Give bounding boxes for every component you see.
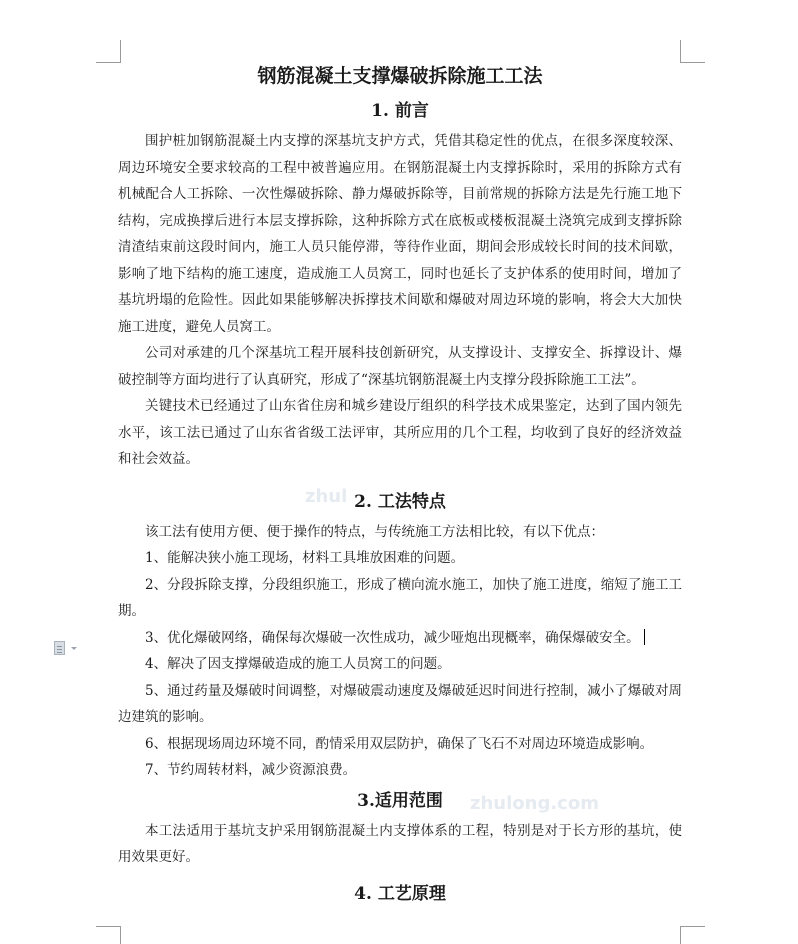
list-item: 1、能解决狭小施工现场，材料工具堆放困难的问题。 bbox=[145, 550, 465, 566]
paragraph: 关键技术已经通过了山东省住房和城乡建设厅组织的科学技术成果鉴定，达到了国内领先水平，该工法已通过了山东省省级工法评审，其所应用的几个工程，均收到了良好的经济效益和社会效益。 bbox=[118, 398, 682, 467]
section-heading: 1. 前言 bbox=[371, 101, 429, 121]
paragraph: 围护桩加钢筋混凝土内支撑的深基坑支护方式，凭借其稳定性的优点，在很多深度较深、周边环境安全要求较高的工程中被普遍应用。在钢筋混凝土内支撑拆除时，采用的拆除方式有机械配合人工拆除、一次性爆破拆除、静力爆破拆除等，目前常规的拆除方法是先行施工地下结构，完成换撑后进行本层支撑拆除，这种拆除方式在底板或楼板混凝土浇筑完成到支撑拆除清渣结束前这段时间内，施工人员只能停滞，等待作业面，期间会形成较长时间的技术间歇，影响了地下结构的施工速度，造成施工人员窝工，同时也延长了支护体系的使用时间，增加了基坑坍塌的危险性。因此如果能够解决拆撑技术间歇和爆破对周边环境的影响，将会大大加快施工进度，避免人员窝工。 bbox=[118, 133, 682, 335]
list-item: 2、分段拆除支撑，分段组织施工，形成了横向流水施工，加快了施工进度，缩短了施工工期。 bbox=[118, 576, 682, 619]
list-item: 5、通过药量及爆破时间调整，对爆破震动速度及爆破延迟时间进行控制，减小了爆破对周边建筑的影响。 bbox=[118, 682, 682, 725]
section-heading: 3.适用范围 bbox=[357, 790, 443, 811]
watermark: zhulong.com bbox=[470, 793, 599, 814]
list-item bbox=[118, 625, 682, 652]
crop-mark-bottom-left bbox=[96, 926, 121, 944]
crop-mark-bottom-right bbox=[680, 926, 705, 944]
list-item: 4、解决了因支撑爆破造成的施工人员窝工的问题。 bbox=[145, 656, 451, 672]
document-body[interactable] bbox=[118, 58, 682, 911]
list-item: 7、节约周转材料，减少资源浪费。 bbox=[145, 762, 357, 778]
document-icon bbox=[54, 641, 65, 655]
list-item: 6、根据现场周边环境不同，酌情采用双层防护，确保了飞石不对周边环境造成影响。 bbox=[145, 735, 654, 752]
paragraph-options-button[interactable] bbox=[54, 641, 84, 659]
chevron-down-icon bbox=[71, 647, 77, 650]
paragraph: 公司对承建的几个深基坑工程开展科技创新研究，从支撑设计、支撑安全、拆撑设计、爆破控制等方面均进行了认真研究，形成了“深基坑钢筋混凝土内支撑分段拆除施工工法”。 bbox=[118, 345, 682, 388]
text-cursor bbox=[644, 629, 646, 645]
list-item-text: 3、优化爆破网络，确保每次爆破一次性成功，减少哑炮出现概率，确保爆破安全。 bbox=[145, 629, 640, 646]
crop-mark-top-right bbox=[680, 40, 705, 63]
section-heading: 4. 工艺原理 bbox=[354, 883, 446, 904]
paragraph: 该工法有使用方便、便于操作的特点，与传统施工方法相比较，有以下优点： bbox=[145, 523, 604, 540]
document-title: 钢筋混凝土支撑爆破拆除施工工法 bbox=[257, 65, 543, 87]
watermark: zhul bbox=[305, 486, 348, 507]
section-heading: 2. 工法特点 bbox=[354, 491, 446, 512]
paragraph: 本工法适用于基坑支护采用钢筋混凝土内支撑体系的工程，特别是对于长方形的基坑，使用效果更好。 bbox=[118, 822, 682, 865]
